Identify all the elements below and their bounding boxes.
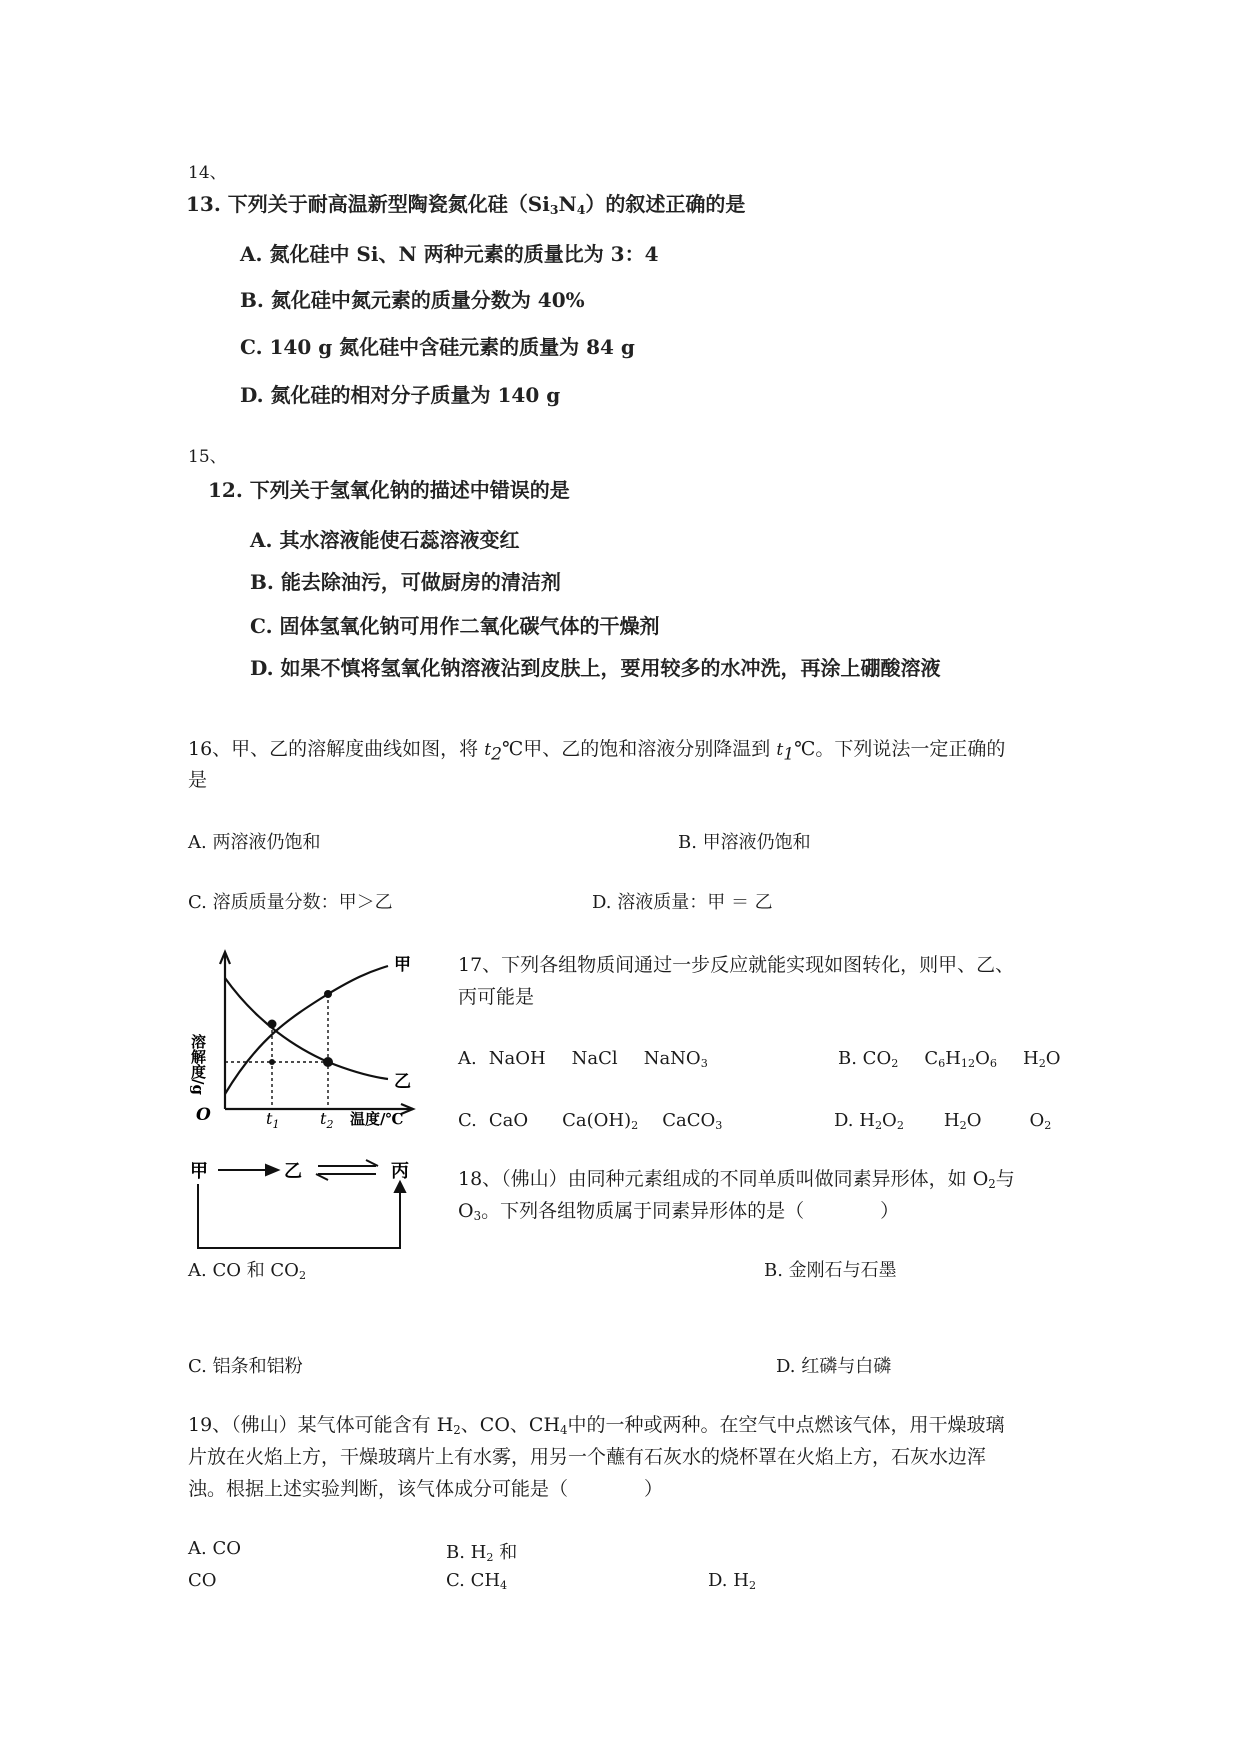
q17-option-c: C. CaO $Ca(OH)_2$ CaCO$_3$ xyxy=(458,1110,723,1132)
q18-option-d: D. 红磷与白磷 xyxy=(776,1356,892,1377)
chart-origin: O xyxy=(196,1105,211,1125)
flow-bing: 丙 xyxy=(391,1161,409,1182)
chart-t1-label: $t_1$ xyxy=(266,1109,280,1131)
flow-jia: 甲 xyxy=(190,1161,208,1182)
q16-option-d: D. 溶液质量：甲 ＝ 乙 xyxy=(592,892,773,913)
q15-stem: 12. 下列关于氢氧化钠的描述中错误的是 xyxy=(208,478,570,502)
q18-line1: 18、（佛山）由同种元素组成的不同单质叫做同素异形体，如 $O_2$与 xyxy=(458,1168,1015,1191)
q14-stem: 13. 下列关于耐高温新型陶瓷氮化硅$(Si_3N_4)$的叙述正确的是 xyxy=(186,192,746,218)
arrow-jia-to-bing xyxy=(198,1184,400,1248)
q17-line1: 17、下列各组物质间通过一步反应就能实现如图转化，则甲、乙、 xyxy=(458,954,1015,976)
q18-line2: $O_3$。下列各组物质属于同素异形体的是（ ） xyxy=(458,1200,900,1223)
q18-option-b: B. 金刚石与石墨 xyxy=(764,1260,897,1281)
q17-line2: 丙可能是 xyxy=(458,986,535,1008)
chart-xlabel: 温度/℃ xyxy=(350,1110,404,1128)
solubility-diagram xyxy=(188,944,428,1131)
q17-option-a: A. NaOH NaCl NaNO$_3$ xyxy=(458,1048,708,1070)
q15-option-a: A. 其水溶液能使石蕊溶液变红 xyxy=(250,528,520,552)
q19-line3: 浊。根据上述实验判断，该气体成分可能是（ ） xyxy=(188,1478,664,1500)
q15-option-c: C. 固体氢氧化钠可用作二氧化碳气体的干燥剂 xyxy=(250,614,660,638)
q18-option-c: C. 铝条和铝粉 xyxy=(188,1356,303,1377)
q16-option-a: A. 两溶液仍饱和 xyxy=(188,832,321,853)
q15-option-b: B. 能去除油污，可做厨房的清洁剂 xyxy=(250,570,561,594)
q17-option-d: D. $H_2O_2$ $H_2O$ $O_2$ xyxy=(834,1110,1052,1132)
arrowhead-jia-to-bing xyxy=(395,1182,405,1192)
q19-line2: 片放在火焰上方，干燥玻璃片上有水雾，用另一个蘸有石灰水的烧杯罩在火焰上方，石灰水边浑 xyxy=(188,1446,987,1468)
q15-option-d: D. 如果不慎将氢氧化钠溶液沾到皮肤上，要用较多的水冲洗，再涂上硼酸溶液 xyxy=(250,656,941,680)
q16-line1: 16、甲、乙的溶解度曲线如图，将 $t_2℃$甲、乙的饱和溶液分别降温到 $t_1℃$。下列说法一定正确的 xyxy=(188,738,1006,765)
q14-option-b: B. 氮化硅中氮元素的质量分数为 40% xyxy=(240,288,585,312)
q16-line2: 是 xyxy=(188,769,208,791)
conversion-diagram xyxy=(186,1156,416,1256)
arrowhead-jia-to-yi xyxy=(266,1165,278,1175)
q19-option-d: D. $H_2$ xyxy=(708,1570,757,1592)
q14-option-d: D. 氮化硅的相对分子质量为 140 g xyxy=(240,383,561,407)
q14-number: 14、 xyxy=(188,163,227,183)
curve-yi xyxy=(225,978,388,1079)
chart-label-jia: 甲 xyxy=(394,955,411,975)
q16-option-c: C. 溶质质量分数：甲＞乙 xyxy=(188,892,393,913)
q19-option-b: B. $H_2$ 和 xyxy=(446,1542,518,1564)
q14-option-a: A. 氮化硅中 Si、N 两种元素的质量比为 3：4 xyxy=(240,242,659,266)
chart-label-yi: 乙 xyxy=(394,1072,411,1092)
chart-ylabel: 溶解度/g xyxy=(189,1034,207,1095)
q17-option-b: B. $CO_2$ $C_6H_{12}O_6$ $H_2O$ xyxy=(838,1048,1061,1070)
flow-yi: 乙 xyxy=(284,1161,302,1182)
q19-option-a: A. CO xyxy=(188,1538,241,1559)
q16-option-b: B. 甲溶液仍饱和 xyxy=(678,832,811,853)
intersection-point xyxy=(268,1020,277,1029)
q19-line1: 19、（佛山）某气体可能含有 $H_2$、CO、$CH_4$中的一种或两种。在空气中点燃该气体，用干燥玻璃 xyxy=(188,1414,1005,1437)
q15-number: 15、 xyxy=(188,447,227,467)
q14-option-c: C. 140 g 氮化硅中含硅元素的质量为 84 g xyxy=(240,335,635,359)
q19-option-b-continued: CO xyxy=(188,1570,217,1591)
yi-point-t2 xyxy=(323,1057,333,1067)
jia-point-t1 xyxy=(269,1059,275,1065)
q18-option-a: A. CO 和 $CO_2$ xyxy=(188,1260,307,1282)
chart-t2-label: $t_2$ xyxy=(320,1109,334,1131)
q19-option-c: C. $CH_4$ xyxy=(446,1570,508,1592)
jia-point-t2 xyxy=(324,990,332,998)
